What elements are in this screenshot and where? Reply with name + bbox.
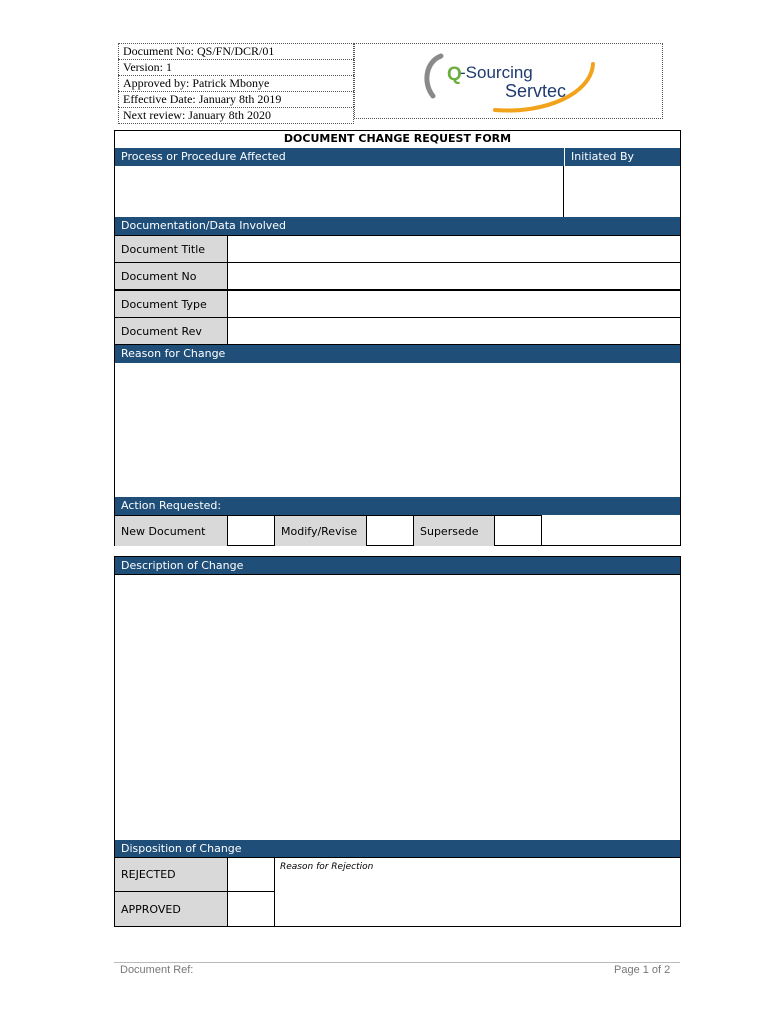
- rejected-label: REJECTED: [115, 857, 228, 892]
- document-no-label: Document No: [115, 262, 228, 290]
- logo-line2: Servtec: [505, 81, 567, 101]
- approved-label: APPROVED: [115, 891, 228, 926]
- footer-divider: [114, 962, 680, 963]
- new-document-label: New Document: [115, 515, 228, 546]
- form-title: DOCUMENT CHANGE REQUEST FORM: [283, 132, 512, 145]
- new-document-checkbox[interactable]: [227, 515, 275, 546]
- rejection-reason-field[interactable]: [274, 857, 680, 926]
- document-title-field[interactable]: [227, 235, 680, 263]
- document-version: Version: 1: [118, 59, 354, 75]
- supersede-label: Supersede: [413, 515, 495, 546]
- modify-revise-label: Modify/Revise: [274, 515, 367, 546]
- documentation-header: Documentation/Data Involved: [115, 217, 680, 235]
- modify-revise-checkbox[interactable]: [366, 515, 414, 546]
- effective-date: Effective Date: January 8th 2019: [118, 91, 354, 107]
- document-info-block: [118, 43, 354, 122]
- logo-cell: [354, 43, 663, 119]
- footer-document-ref: Document Ref:: [120, 964, 194, 976]
- footer-page-number: Page 1 of 2: [614, 964, 671, 976]
- description-of-change-field[interactable]: [115, 574, 680, 840]
- document-rev-label: Document Rev: [115, 317, 228, 345]
- document-no-field[interactable]: [227, 262, 680, 290]
- approved-checkbox[interactable]: [227, 891, 275, 926]
- action-requested-header: Action Requested:: [115, 497, 680, 515]
- next-review: Next review: January 8th 2020: [118, 107, 354, 124]
- document-type-field[interactable]: [227, 290, 680, 318]
- rejection-reason-label: Reason for Rejection: [280, 862, 374, 872]
- logo-line1: -Sourcing: [460, 63, 533, 82]
- approved-by: Approved by: Patrick Mbonye: [118, 75, 354, 91]
- action-extra-field[interactable]: [541, 515, 680, 546]
- process-affected-header: Process or Procedure Affected: [115, 148, 564, 166]
- document-title-label: Document Title: [115, 235, 228, 263]
- description-of-change-header: Description of Change: [115, 557, 680, 574]
- disposition-of-change-header: Disposition of Change: [115, 840, 680, 857]
- initiated-by-field[interactable]: [564, 166, 680, 217]
- document-number: Document No: QS/FN/DCR/01: [118, 43, 354, 59]
- document-rev-field[interactable]: [227, 317, 680, 345]
- reason-for-change-header: Reason for Change: [115, 345, 680, 363]
- reason-for-change-field[interactable]: [115, 363, 680, 497]
- process-affected-field[interactable]: [115, 166, 564, 217]
- initiated-by-header: Initiated By: [564, 148, 680, 166]
- document-type-label: Document Type: [115, 290, 228, 318]
- logo-q: Q: [447, 64, 462, 85]
- supersede-checkbox[interactable]: [494, 515, 542, 546]
- company-logo: [355, 44, 662, 118]
- rejected-checkbox[interactable]: [227, 857, 275, 892]
